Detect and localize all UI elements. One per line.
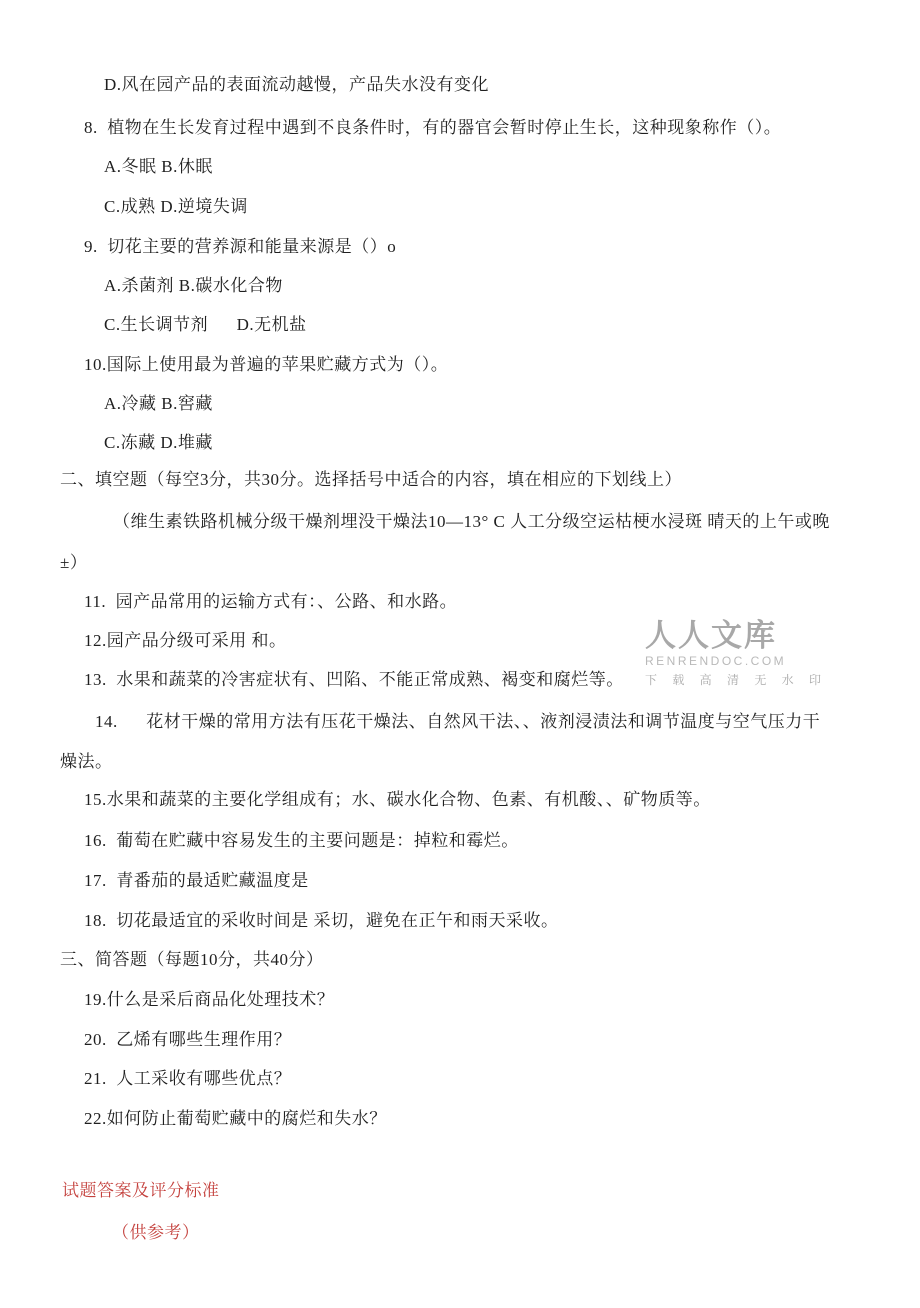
document-line: A.杀菌剂 B.碳水化合物 bbox=[104, 276, 283, 295]
document-line: C.成熟 D.逆境失调 bbox=[104, 197, 248, 216]
document-line: 17. 青番茄的最适贮藏温度是 bbox=[84, 871, 309, 890]
document-line: 22.如何防止葡萄贮藏中的腐烂和失水？ bbox=[84, 1109, 387, 1128]
watermark bbox=[645, 620, 845, 688]
watermark-tagline-text: 下 载 高 清 无 水 印 bbox=[645, 673, 828, 687]
document-line: 8. 植物在生长发育过程中遇到不良条件时，有的器官会暂时停止生长，这种现象称作（）。 bbox=[84, 118, 782, 137]
document-line: 二、填空题（每空3分，共30分。选择括号中适合的内容，填在相应的下划线上） bbox=[60, 470, 682, 489]
document-line: C.冻藏 D.堆藏 bbox=[104, 433, 213, 452]
document-line: 三、简答题（每题10分，共40分） bbox=[60, 950, 324, 969]
document-line: 9. 切花主要的营养源和能量来源是（）o bbox=[84, 237, 397, 256]
document-line: D.风在园产品的表面流动越慢，产品失水没有变化 bbox=[104, 75, 490, 94]
document-line: 12.园产品分级可采用 和。 bbox=[84, 631, 287, 650]
document-line: 15.水果和蔬菜的主要化学组成有；水、碳水化合物、色素、有机酸、、矿物质等。 bbox=[84, 790, 711, 809]
document-line: A.冬眠 B.休眠 bbox=[104, 157, 213, 176]
answer-key-heading-line: （供参考） bbox=[112, 1223, 200, 1242]
watermark-logo-text: 人人文库 bbox=[645, 618, 777, 653]
watermark-domain-text: RENRENDOC.COM bbox=[645, 654, 787, 668]
document-line: （维生素铁路机械分级干燥剂埋没干燥法10—13° C 人工分级空运枯梗水浸斑 晴天的上午或晚 bbox=[113, 512, 830, 531]
document-line: 18. 切花最适宜的采收时间是 采切，避免在正午和雨天采收。 bbox=[84, 911, 559, 930]
document-line: 14. 花材干燥的常用方法有压花干燥法、自然风干法、、液剂浸渍法和调节温度与空气压力干 bbox=[95, 712, 821, 731]
document-line: 19.什么是采后商品化处理技术？ bbox=[84, 990, 335, 1009]
document-line: 21. 人工采收有哪些优点？ bbox=[84, 1069, 292, 1088]
document-line: 燥法。 bbox=[60, 752, 113, 771]
document-line: 16. 葡萄在贮藏中容易发生的主要问题是：掉粒和霉烂。 bbox=[84, 831, 519, 850]
document-line: 20. 乙烯有哪些生理作用？ bbox=[84, 1030, 292, 1049]
document-line: ±） bbox=[60, 553, 88, 572]
document-line: 11. 园产品常用的运输方式有：、公路、和水路。 bbox=[84, 592, 458, 611]
document-line: A.冷藏 B.窖藏 bbox=[104, 394, 213, 413]
document-line: C.生长调节剂 D.无机盐 bbox=[104, 315, 307, 334]
document-line: 13. 水果和蔬菜的冷害症状有、凹陷、不能正常成熟、褐变和腐烂等。 bbox=[84, 670, 624, 689]
answer-key-heading-line: 试题答案及评分标准 bbox=[62, 1181, 220, 1200]
document-line: 10.国际上使用最为普遍的苹果贮藏方式为（）。 bbox=[84, 355, 449, 374]
